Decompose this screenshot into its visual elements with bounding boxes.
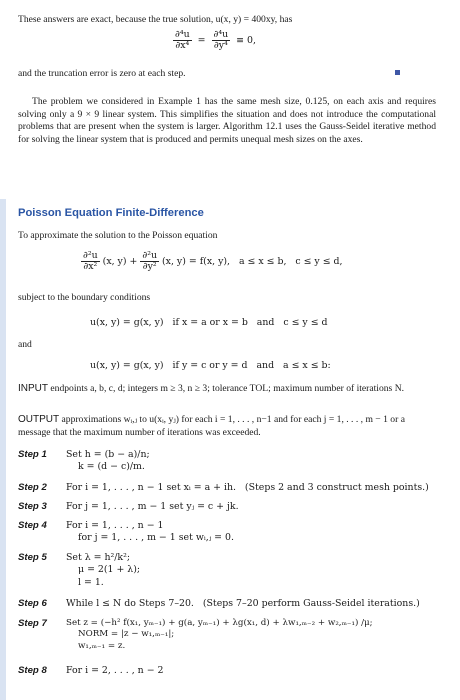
boundary-condition-1: u(x, y) = g(x, y) if x = a or x = b and c ≤ y ≤ d: [90, 317, 328, 328]
algorithm-title: Poisson Equation Finite-Difference: [18, 207, 204, 219]
step-3: Step 3 For j = 1, . . . , m − 1 set yⱼ = c + jk.: [18, 501, 239, 512]
step-6: Step 6 While l ≤ N do Steps 7–20. (Steps 7–20 perform Gauss-Seidel iterations.): [18, 598, 420, 609]
step-8: Step 8 For i = 2, . . . , n − 2: [18, 665, 164, 676]
boundary-condition-2: u(x, y) = g(x, y) if y = c or y = d and a ≤ x ≤ b:: [90, 360, 331, 371]
output-text: approximations wᵢ,ⱼ to u(xᵢ, yⱼ) for each i = 1, . . . , n−1 and for each j = 1, . . . , m − 1 or a message that the maximum number of iterations was exceeded.: [18, 414, 405, 438]
algorithm-sidebar: [0, 199, 6, 700]
fraction-y: $\frac{\text{∂⁴u}}{\text{∂y⁴}}$: [213, 29, 229, 52]
output-label: OUTPUT: [18, 414, 60, 425]
boundary-intro: subject to the boundary conditions: [18, 292, 151, 303]
step-5: Step 5 Set λ = h²/k²; μ = 2(1 + λ); l = 1.: [18, 552, 141, 588]
end-of-example-marker: [395, 70, 400, 75]
and-word: and: [18, 339, 32, 350]
input-spec: [18, 382, 438, 396]
intro-line-2: and the truncation error is zero at each step.: [18, 68, 186, 79]
fourth-derivative-equation: $\frac{\text{∂⁴u}}{\text{∂x⁴}}$ = $\frac{\text{∂⁴u}}{\text{∂y⁴}}$ ≡ 0,: [175, 29, 256, 52]
input-text: endpoints a, b, c, d; integers m ≥ 3, n ≥ 3; tolerance TOL; maximum number of iterations N.: [50, 383, 405, 394]
step-4: Step 4 For i = 1, . . . , n − 1 for j = 1, . . . , m − 1 set wᵢ,ⱼ = 0.: [18, 520, 234, 544]
output-spec: [18, 413, 438, 439]
step-7: Step 7 Set z = (−h² f(x₁, yₘ₋₁) + g(a, yₘ₋₁) + λg(x₁, d) + λw₁,ₘ₋₂ + w₂,ₘ₋₁) /μ; NORM = |z − w₁,ₘ₋₁|; w₁,ₘ₋₁ = z.: [18, 618, 373, 651]
intro-paragraph: The problem we considered in Example 1 has the same mesh size, 0.125, on each axis and requires solving only a 9 × 9 linear system. This simplifies the situation and does not introduce the computational problems that are present when the system is larger. Algorithm 12.1 uses the Gauss-Seidel iterative method for solving the linear system that is produced and permits unequal mesh sizes on the axes.: [18, 96, 436, 145]
step-1: Step 1 Set h = (b − a)/n; k = (d − c)/m.: [18, 449, 150, 473]
fraction-x: $\frac{\text{∂⁴u}}{\text{∂x⁴}}$: [175, 29, 190, 52]
step-2: Step 2 For i = 1, . . . , n − 1 set xᵢ = a + ih. (Steps 2 and 3 construct mesh points.): [18, 482, 429, 493]
poisson-equation: $\frac{\text{∂²u}}{\text{∂x²}}$ (x, y) + $\frac{\text{∂²u}}{\text{∂y²}}$ (x, y) = f(x, y), a ≤ x ≤ b, c ≤ y ≤ d,: [83, 250, 343, 273]
intro-line-1: These answers are exact, because the true solution, u(x, y) = 400xy, has: [18, 14, 293, 25]
algorithm-intro: To approximate the solution to the Poisson equation: [18, 230, 218, 241]
input-label: INPUT: [18, 383, 48, 394]
